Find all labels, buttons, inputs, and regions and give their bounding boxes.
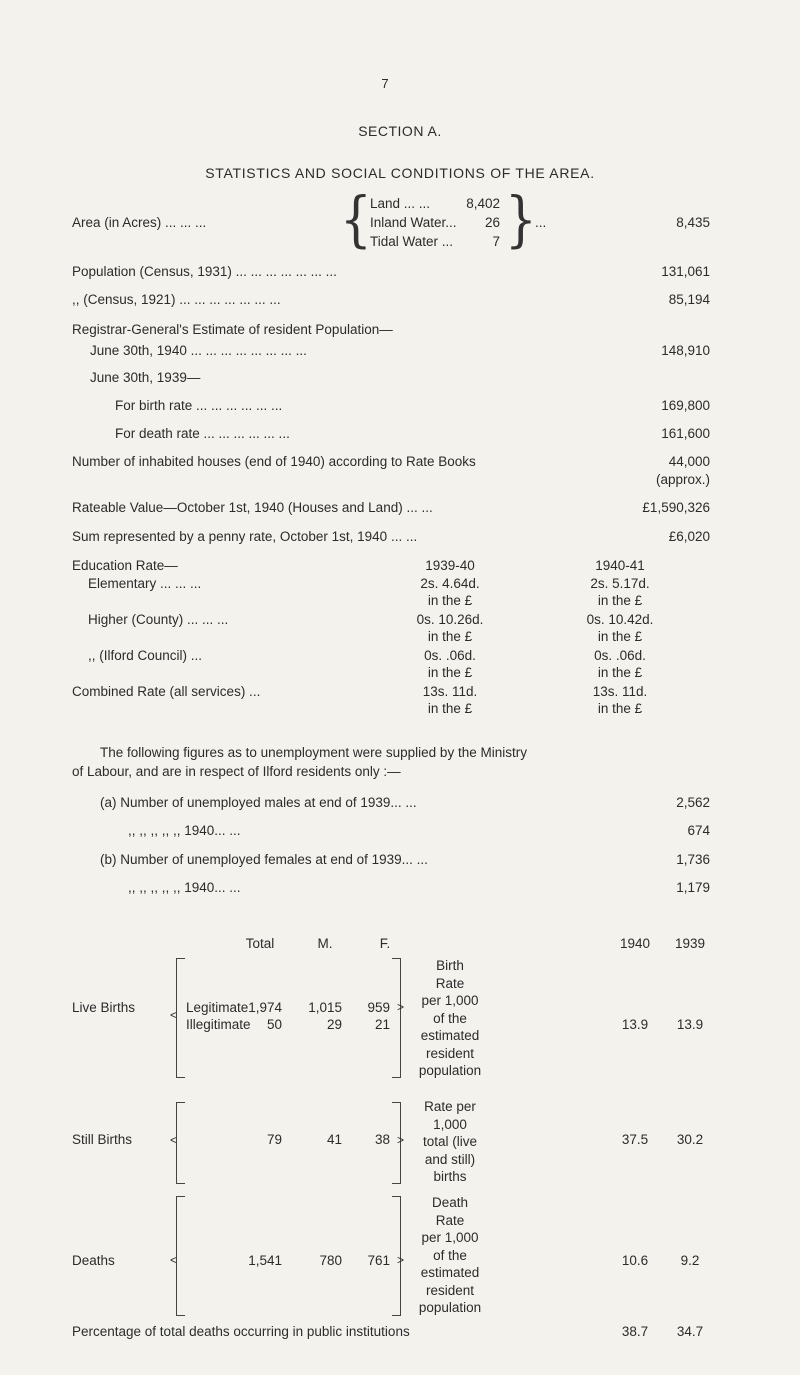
- population-1921-value: 85,194: [668, 292, 710, 307]
- area-right-brace: }: [505, 184, 537, 254]
- page-number: 7: [381, 76, 389, 91]
- unemployment-row-label: ,, ,, ,, ,, ,, 1940... ...: [128, 823, 241, 838]
- public-institutions-1940: 38.7: [621, 1324, 649, 1339]
- still-rate-1939: 30.2: [676, 1132, 704, 1147]
- area-tidal-value: 7: [492, 234, 500, 249]
- rateable-value: £1,590,326: [642, 500, 710, 515]
- death-rate-bracket-point: >: [397, 1253, 405, 1267]
- deaths-bracket-point: <: [170, 1253, 178, 1267]
- still-births-label: Still Births: [72, 1132, 133, 1147]
- education-value: 13s. 11d.: [422, 684, 478, 699]
- deaths-bracket: [176, 1196, 185, 1316]
- desc-line: Rate: [435, 975, 465, 991]
- deaths-label: Deaths: [72, 1253, 115, 1268]
- illegitimate-label: Illegitimate: [186, 1017, 251, 1032]
- legitimate-label: Legitimate: [186, 1000, 249, 1015]
- desc-line: Birth: [436, 958, 464, 973]
- houses-note: (approx.): [655, 472, 710, 487]
- main-heading: STATISTICS AND SOCIAL CONDITIONS OF THE AREA.: [205, 165, 595, 181]
- deaths-total: 1,541: [248, 1253, 282, 1268]
- live-rate-bracket: [392, 958, 401, 1078]
- death-rate-pop-value: 161,600: [661, 426, 710, 441]
- legitimate-f: 959: [367, 1000, 390, 1015]
- education-unit: in the £: [427, 665, 473, 680]
- col-m-header: M.: [317, 936, 333, 951]
- col-1939-header: 1939: [674, 936, 706, 951]
- education-value: 2s. 4.64d.: [420, 576, 480, 591]
- still-births-f: 38: [374, 1132, 390, 1147]
- public-institutions-1939: 34.7: [676, 1324, 704, 1339]
- area-total: 8,435: [676, 215, 710, 230]
- education-value: 0s. .06d.: [424, 648, 476, 663]
- still-rate-1940: 37.5: [621, 1132, 649, 1147]
- illegitimate-f: 21: [374, 1017, 390, 1032]
- education-label: Education Rate—: [72, 558, 178, 573]
- june1939-label: June 30th, 1939—: [90, 370, 201, 385]
- area-land-value: 8,402: [466, 196, 500, 211]
- illegitimate-total: 50: [266, 1017, 282, 1032]
- desc-line: estimated: [420, 1028, 480, 1043]
- education-unit: in the £: [597, 593, 643, 608]
- still-births-m: 41: [326, 1132, 342, 1147]
- education-row-label: Higher (County) ... ... ...: [88, 612, 229, 627]
- still-rate-description: [405, 1098, 495, 1186]
- desc-line: per 1,000: [421, 993, 479, 1008]
- education-row-label: Combined Rate (all services) ...: [72, 684, 261, 699]
- education-value: 0s. 10.26d.: [416, 612, 484, 627]
- birth-rate-pop-value: 169,800: [661, 398, 710, 413]
- still-births-total: 79: [266, 1132, 282, 1147]
- education-value: 0s. .06d.: [594, 648, 646, 663]
- live-births-bracket: [176, 958, 185, 1078]
- area-land-label: Land ... ...: [370, 196, 431, 211]
- population-1931-value: 131,061: [661, 264, 710, 279]
- desc-line: resident: [425, 1282, 475, 1298]
- area-left-brace: {: [340, 184, 372, 254]
- education-col-1940: 1940-41: [595, 558, 645, 573]
- desc-line: Rate: [435, 1212, 465, 1228]
- unemployment-row-label: (b) Number of unemployed females at end of 1939... ...: [100, 852, 428, 867]
- desc-line: of the: [433, 1010, 467, 1026]
- education-row-label: Elementary ... ... ...: [88, 576, 202, 591]
- area-label: Area (in Acres) ... ... ...: [72, 215, 207, 230]
- live-rate-1940: 13.9: [621, 1017, 649, 1032]
- legitimate-m: 1,015: [308, 1000, 342, 1015]
- unemployment-row-value: 674: [687, 823, 710, 838]
- unemployment-row-value: 2,562: [676, 795, 710, 810]
- unemployment-row-value: 1,736: [676, 852, 710, 867]
- estimate-label: Registrar-General's Estimate of resident Population—: [72, 322, 393, 337]
- illegitimate-m: 29: [326, 1017, 342, 1032]
- june1940-label: June 30th, 1940 ... ... ... ... ... ... ... ...: [90, 343, 307, 358]
- desc-line: of the: [433, 1247, 467, 1263]
- death-rate-1939: 9.2: [680, 1253, 700, 1268]
- unemployment-intro-cont: of Labour, and are in respect of Ilford residents only :—: [72, 764, 401, 779]
- death-rate-1940: 10.6: [621, 1253, 649, 1268]
- live-births-bracket-point: <: [170, 1008, 178, 1022]
- birth-rate-pop-label: For birth rate ... ... ... ... ... ...: [115, 398, 283, 413]
- education-unit: in the £: [597, 701, 643, 716]
- education-value: 0s. 10.42d.: [586, 612, 654, 627]
- education-row-label: ,, (Ilford Council) ...: [88, 648, 203, 663]
- area-inland-label: Inland Water...: [370, 215, 457, 230]
- still-births-bracket-point: <: [170, 1133, 178, 1147]
- desc-line: Rate per: [424, 1099, 476, 1114]
- desc-line: per 1,000: [421, 1230, 479, 1245]
- still-rate-bracket-point: >: [397, 1133, 405, 1147]
- education-unit: in the £: [427, 593, 473, 608]
- education-unit: in the £: [597, 629, 643, 644]
- education-unit: in the £: [427, 629, 473, 644]
- col-f-header: F.: [379, 936, 391, 951]
- deaths-m: 780: [319, 1253, 342, 1268]
- population-1931-label: Population (Census, 1931) ... ... ... ... ... ... ...: [72, 264, 337, 279]
- still-births-bracket: [176, 1102, 185, 1184]
- desc-line: estimated: [420, 1265, 480, 1280]
- section-title: SECTION A.: [358, 123, 442, 139]
- education-col-1939: 1939-40: [425, 558, 475, 573]
- education-value: 13s. 11d.: [592, 684, 648, 699]
- desc-line: births: [433, 1169, 467, 1184]
- houses-label: Number of inhabited houses (end of 1940) according to Rate Books: [72, 454, 476, 469]
- desc-line: and still): [424, 1151, 476, 1167]
- live-rate-1939: 13.9: [676, 1017, 704, 1032]
- area-tidal-label: Tidal Water ...: [370, 234, 454, 249]
- col-total-header: Total: [245, 936, 275, 951]
- unemployment-intro: The following figures as to unemployment were supplied by the Ministry: [100, 745, 527, 760]
- desc-line: total (live: [422, 1134, 478, 1149]
- desc-line: Death: [431, 1195, 469, 1210]
- desc-line: resident: [425, 1045, 475, 1061]
- unemployment-row-value: 1,179: [676, 880, 710, 895]
- rateable-label: Rateable Value—October 1st, 1940 (Houses and Land) ... ...: [72, 500, 433, 515]
- death-rate-pop-label: For death rate ... ... ... ... ... ...: [115, 426, 290, 441]
- penny-rate-value: £6,020: [668, 529, 710, 544]
- public-institutions-label: Percentage of total deaths occurring in public institutions: [72, 1324, 410, 1339]
- unemployment-row-label: (a) Number of unemployed males at end of 1939... ...: [100, 795, 417, 810]
- area-total-dots: ...: [535, 215, 547, 230]
- education-unit: in the £: [597, 665, 643, 680]
- death-rate-description: [405, 1194, 495, 1317]
- desc-line: 1,000: [433, 1116, 467, 1132]
- legitimate-total: 1,974: [248, 1000, 282, 1015]
- population-1921-label: ,, (Census, 1921) ... ... ... ... ... ... ...: [72, 292, 281, 307]
- education-unit: in the £: [427, 701, 473, 716]
- live-rate-description: [405, 957, 495, 1080]
- education-value: 2s. 5.17d.: [590, 576, 650, 591]
- houses-value: 44,000: [668, 454, 710, 469]
- deaths-f: 761: [367, 1253, 390, 1268]
- desc-line: population: [418, 1300, 482, 1315]
- col-1940-header: 1940: [619, 936, 651, 951]
- desc-line: population: [418, 1063, 482, 1078]
- area-inland-value: 26: [484, 215, 500, 230]
- live-rate-bracket-point: >: [397, 1000, 405, 1014]
- june1940-value: 148,910: [661, 343, 710, 358]
- penny-rate-label: Sum represented by a penny rate, October 1st, 1940 ... ...: [72, 529, 418, 544]
- live-births-label: Live Births: [72, 1000, 136, 1015]
- unemployment-row-label: ,, ,, ,, ,, ,, 1940... ...: [128, 880, 241, 895]
